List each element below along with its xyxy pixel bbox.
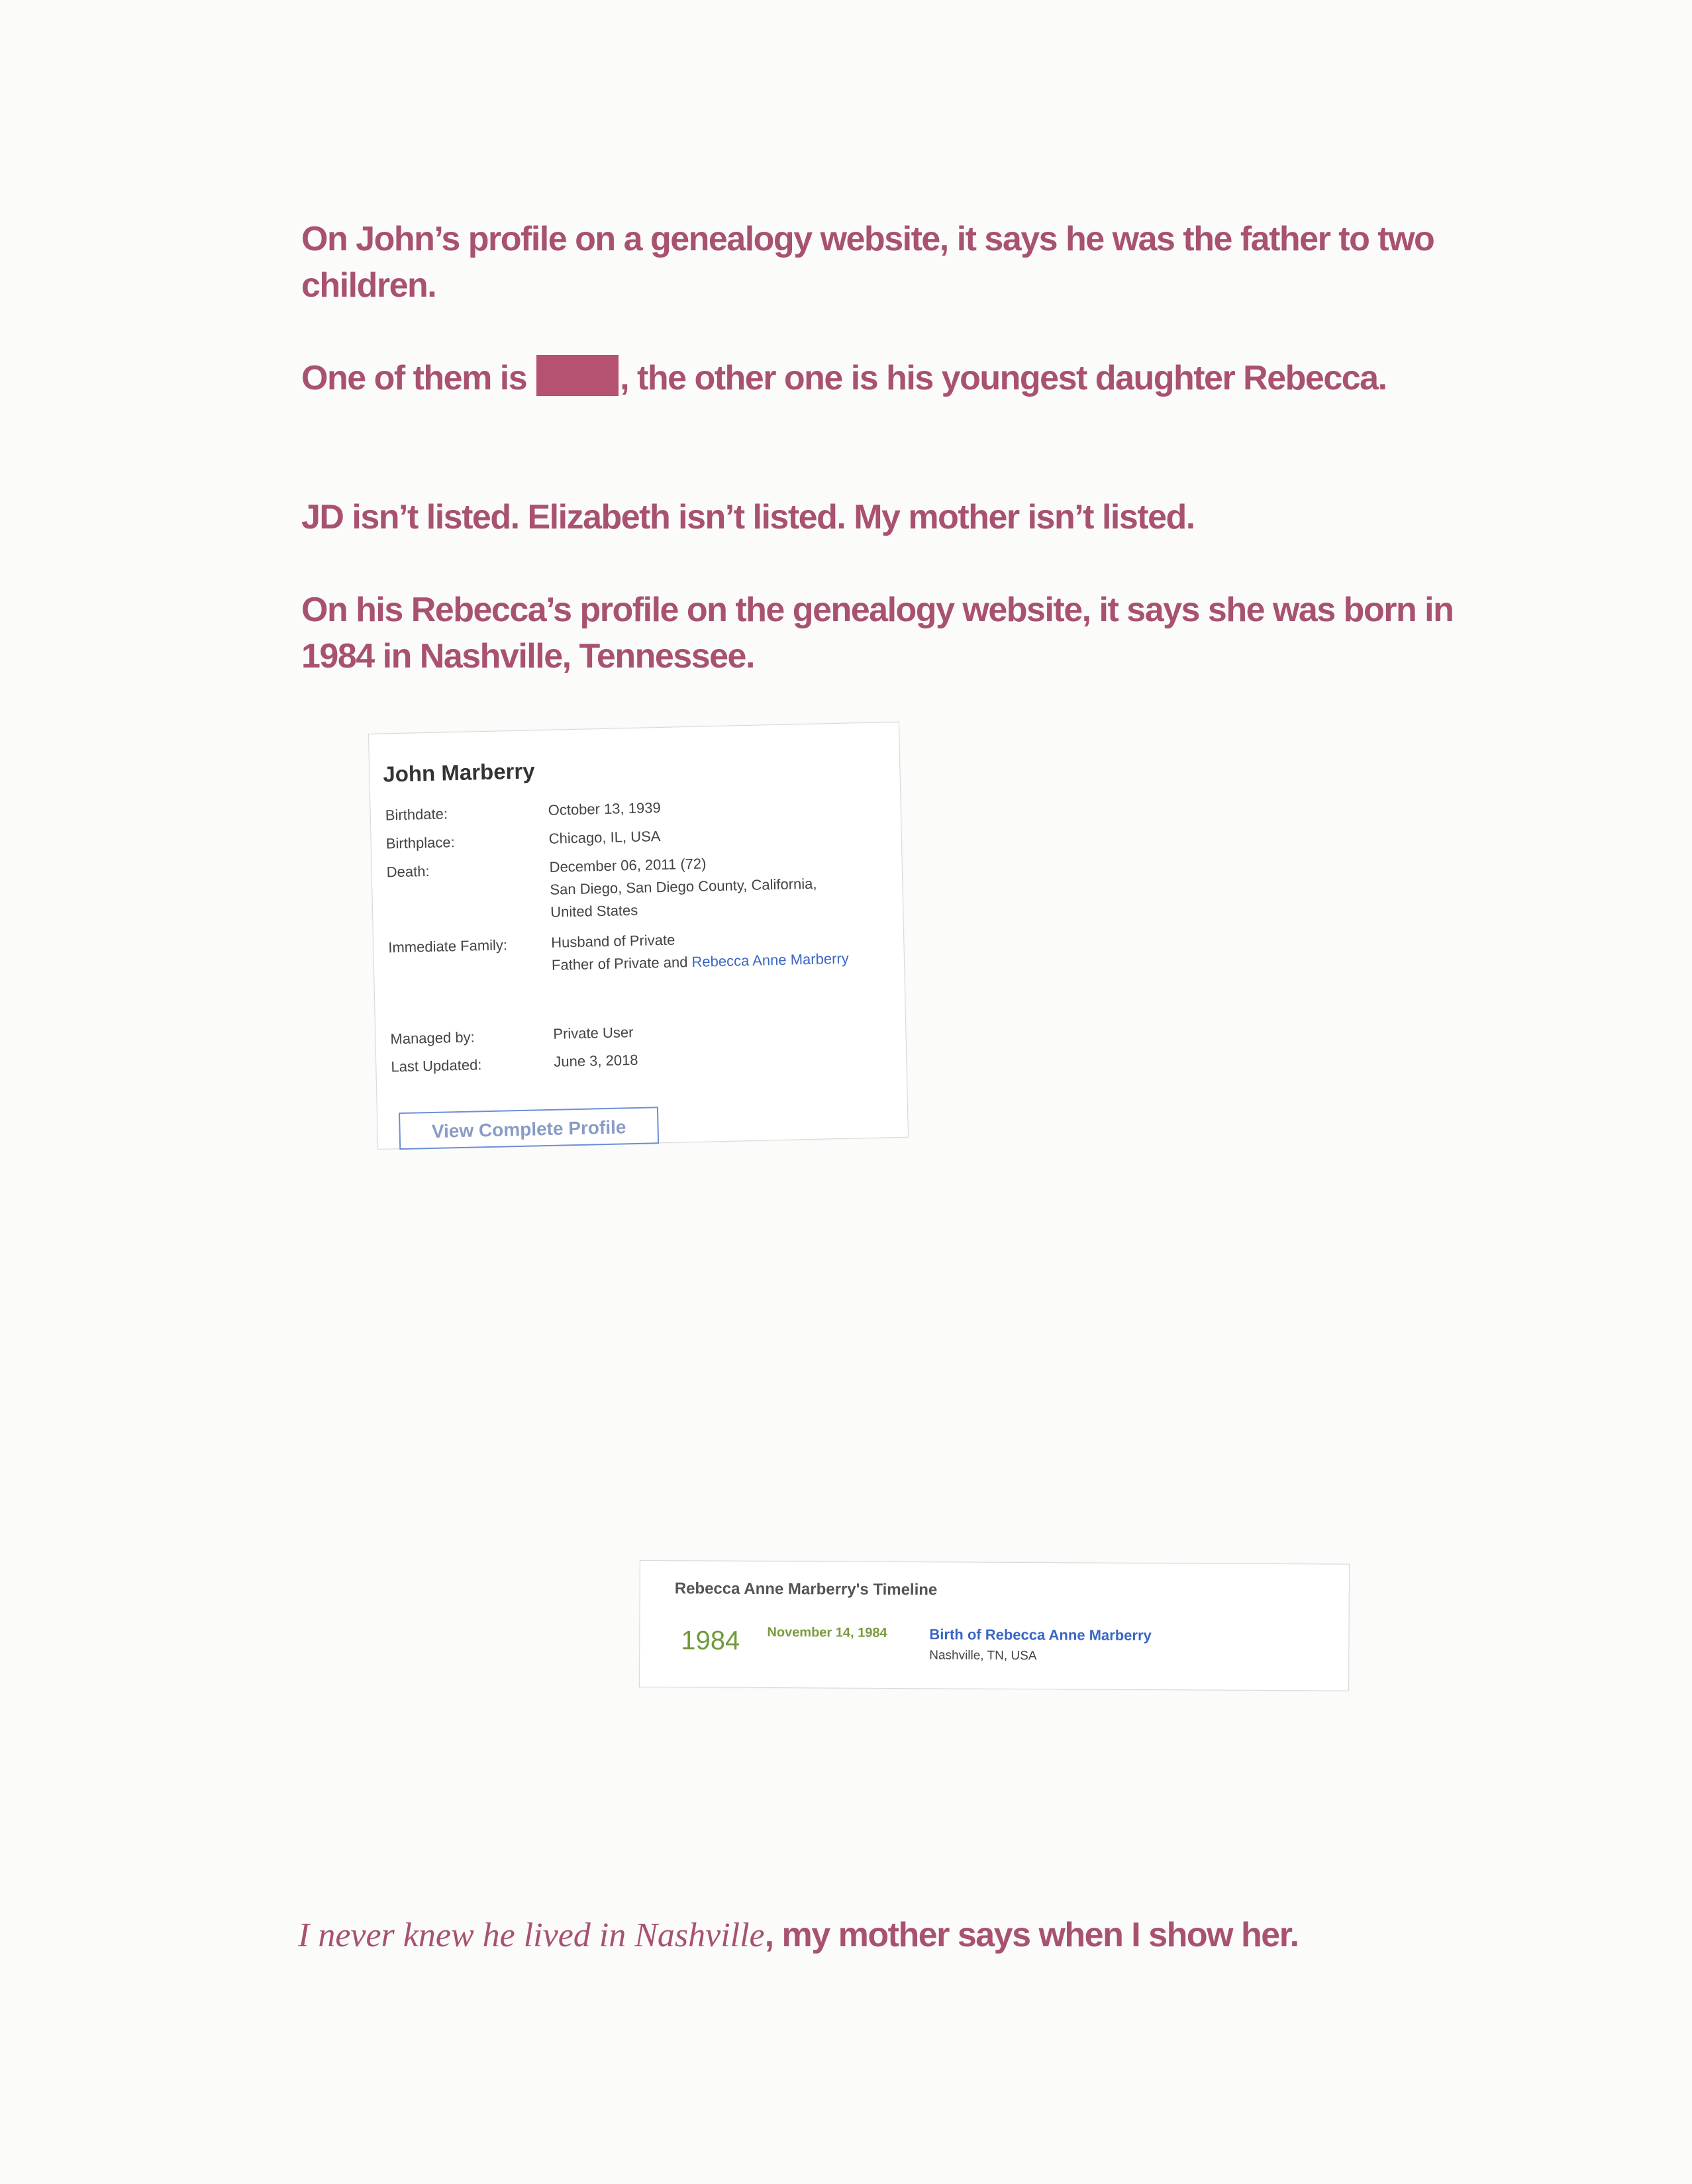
profile-card [368,722,909,1150]
timeline-card [639,1560,1350,1691]
timeline-place: Nashville, TN, USA [929,1648,1037,1663]
closing-line [298,1915,1299,1955]
paragraph-3: JD isn’t listed. Elizabeth isn’t listed. My mother isn’t listed. [301,498,1195,536]
closing-quote: I never knew he lived in Nashville [298,1916,765,1954]
death-country: United States [550,901,638,920]
timeline-title: Rebecca Anne Marberry's Timeline [674,1579,938,1599]
redaction-block [536,355,619,396]
family-spouse: Husband of Private [550,931,675,951]
paragraph-4: On his Rebecca’s profile on the genealogy website, it says she was born in 1984 in Nashville, Tennessee. [301,591,1454,675]
family-children-prefix: Father of Private and [551,954,692,973]
profile-name: John Marberry [382,758,535,787]
birthplace-label: Birthplace: [385,834,455,852]
updated-value: June 3, 2018 [554,1051,638,1070]
death-place: San Diego, San Diego County, California, [550,875,817,898]
timeline-date: November 14, 1984 [767,1625,887,1640]
death-value [549,850,817,924]
death-label: Death: [386,862,430,881]
paragraph-2-start: One of them is [301,359,536,397]
timeline-event-link[interactable]: Birth of Rebecca Anne Marberry [929,1626,1152,1644]
view-complete-profile-button[interactable]: View Complete Profile [399,1107,659,1150]
paragraph-2-end: , the other one is his youngest daughter Rebecca. [620,359,1387,397]
managed-label: Managed by: [390,1028,475,1048]
birthdate-value: October 13, 1939 [548,799,661,819]
paragraph-1: On John’s profile on a genealogy website, it says he was the father to two children. [301,220,1434,305]
rebecca-profile-link[interactable]: Rebecca Anne Marberry [691,950,849,971]
closing-rest: , my mother says when I show her. [764,1916,1299,1954]
birthdate-label: Birthdate: [385,805,448,824]
death-date: December 06, 2011 (72) [549,855,707,875]
managed-value: Private User [553,1024,634,1042]
paragraph-2 [301,355,1480,401]
family-value [551,925,849,977]
birthplace-value: Chicago, IL, USA [548,828,661,847]
family-label: Immediate Family: [388,936,508,956]
timeline-year: 1984 [681,1626,740,1656]
updated-label: Last Updated: [391,1056,482,1075]
